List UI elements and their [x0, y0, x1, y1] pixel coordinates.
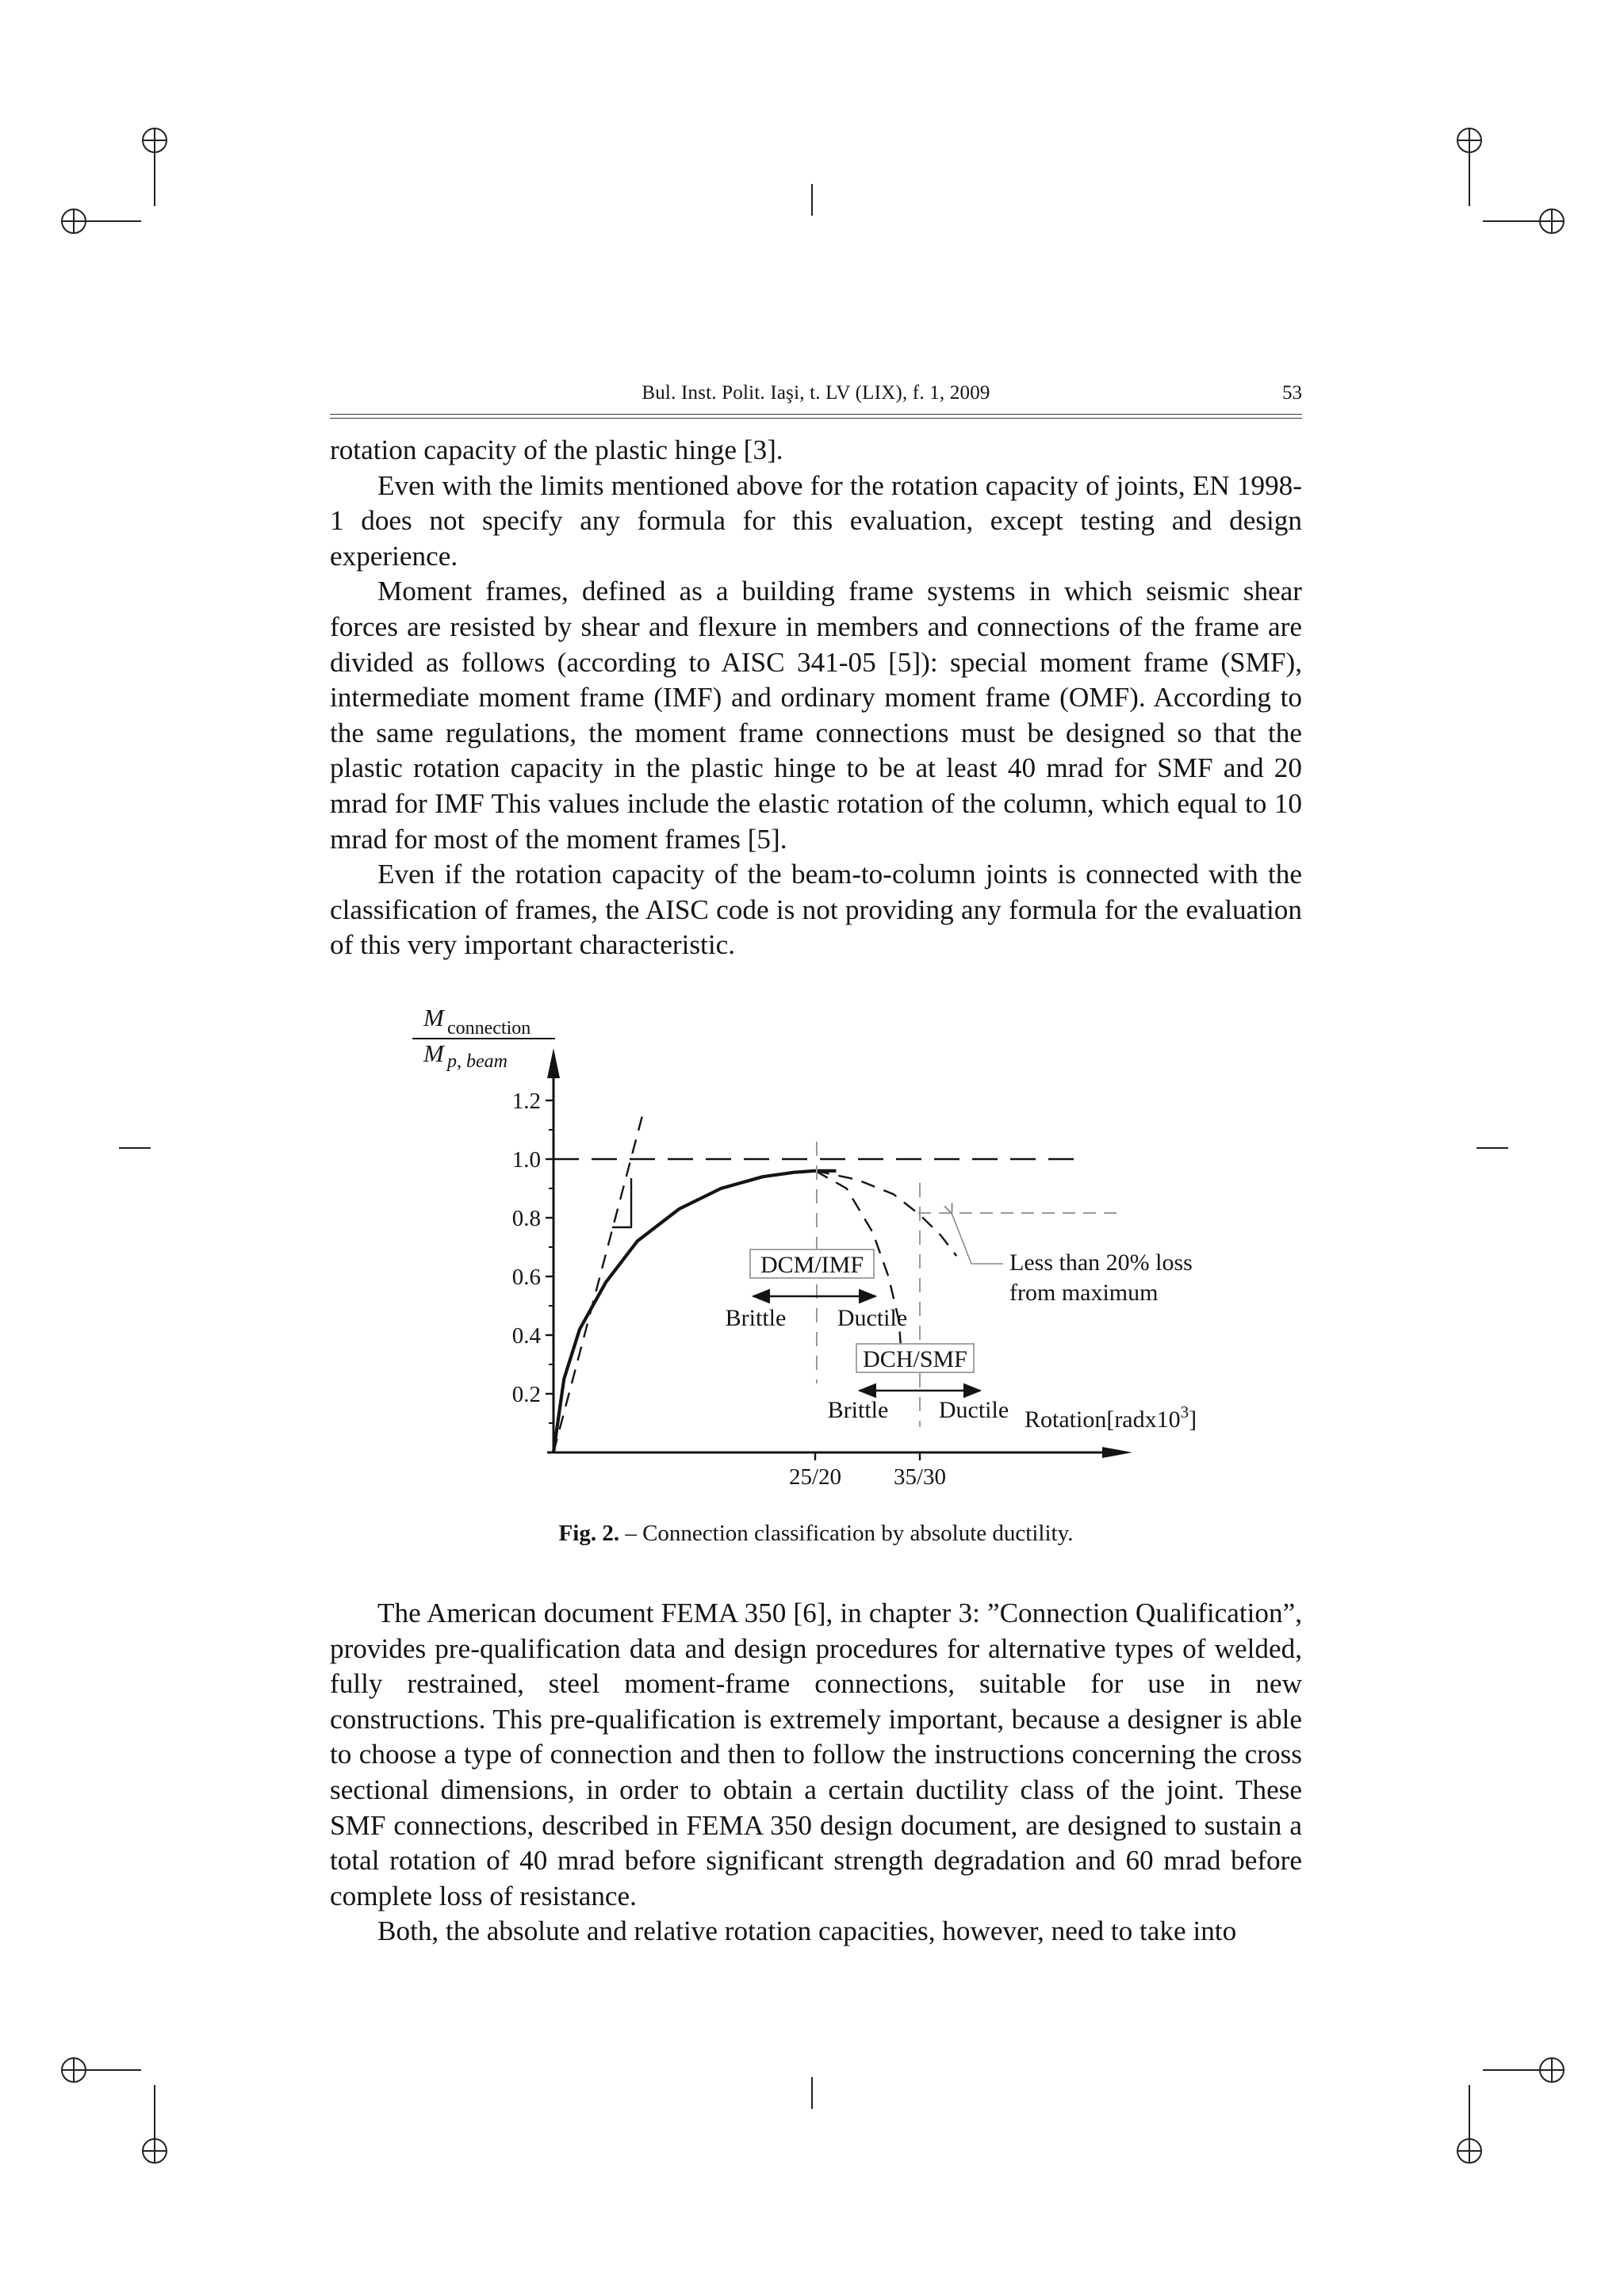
caption-label: Fig. 2.: [558, 1521, 620, 1546]
x-axis-label: $Rotation[radx10^3]$: [1025, 1402, 1197, 1433]
y-tick-label: 0.4: [511, 1323, 541, 1349]
body-text-bottom: [330, 1596, 1302, 1950]
annotation-line-2: from maximum: [1009, 1280, 1159, 1306]
brittle-label-1: Brittle: [725, 1305, 787, 1331]
y-tick-label: 0.8: [511, 1206, 541, 1231]
series-line-0: [553, 1171, 836, 1452]
x-tick-label: 35/30: [893, 1464, 947, 1490]
y-axis-denominator: M: [423, 1039, 444, 1067]
page-number: 53: [1282, 382, 1302, 404]
x-tick-label: 25/20: [788, 1464, 842, 1490]
paragraph: rotation capacity of the plastic hinge [3].: [330, 434, 783, 465]
paragraph: Even if the rotation capacity of the beam-to-column joints is connected with the classification of frames, the AISC code is not providing any formula for the evaluation of this very important characteristic.: [330, 859, 1302, 961]
y-ticks: [512, 1089, 553, 1423]
dch-smf-label: DCH/SMF: [863, 1346, 967, 1372]
ductile-label-2: Ductile: [938, 1397, 1009, 1423]
y-axis-numerator-subscript: connection: [447, 1018, 531, 1039]
x-ticks: [789, 1452, 946, 1490]
series-line-1: [553, 1115, 642, 1453]
paragraph: Both, the absolute and relative rotation capacities, however, need to take into: [377, 1915, 1237, 1947]
paragraph: Even with the limits mentioned above for the rotation capacity of joints, EN 1998-1 does not specify any formula for this evaluation, except testing and design experience.: [330, 469, 1302, 572]
brittle-label-2: Brittle: [827, 1397, 889, 1423]
y-tick-label: 1.2: [511, 1089, 541, 1114]
y-axis-arrow-icon: [547, 1048, 560, 1078]
annotation-line-1: Less than 20% loss: [1009, 1249, 1193, 1276]
figure-caption: [330, 1521, 1302, 1547]
journal-citation: Bul. Inst. Polit. Iaşi, t. LV (LIX), f. 1, 2009: [642, 382, 990, 404]
caption-text: – Connection classification by absolute ductility.: [619, 1521, 1074, 1546]
y-tick-label: 1.0: [511, 1147, 541, 1173]
y-tick-label: 0.2: [511, 1382, 541, 1407]
paragraph: Moment frames, defined as a building frame systems in which seismic shear forces are resisted by shear and flexure in members and connections of the frame are divided as follows (according to AISC 341-05 [5]): special moment frame (SMF), intermediate moment frame (IMF) and ordinary moment frame (OMF). According to the same regulations, the moment frame connections must be designed so that the plastic rotation capacity in the plastic hinge to be at least 40 mrad for SMF and 20 mrad for IMF This values include the elastic rotation of the column, which equal to 10 mrad for most of the moment frames [5].: [330, 576, 1302, 855]
paragraph: The American document FEMA 350 [6], in chapter 3: ”Connection Qualification”, provides pre-qualification data and design procedures for alternative types of welded, fully restrained, steel moment-frame connections, suitable for use in new constructions. This pre-qualification is extremely important, because a designer is able to choose a type of connection and then to follow the instructions concerning the cross sectional dimensions, in order to obtain a certain ductility class of the joint. These SMF connections, described in FEMA 350 design document, are designed to sustain a total rotation of 40 mrad before significant strength degradation and 60 mrad before complete loss of resistance.: [330, 1598, 1302, 1911]
annotation-leader: [952, 1213, 1003, 1264]
y-axis-numerator: M: [423, 1004, 444, 1031]
ductile-label-1: Ductile: [837, 1305, 908, 1331]
y-tick-label: 0.6: [511, 1265, 541, 1290]
x-axis-arrow-icon: [1102, 1447, 1132, 1458]
y-axis-denominator-subscript: p, beam: [447, 1051, 508, 1072]
dcm-imf-label: DCM/IMF: [760, 1252, 864, 1278]
